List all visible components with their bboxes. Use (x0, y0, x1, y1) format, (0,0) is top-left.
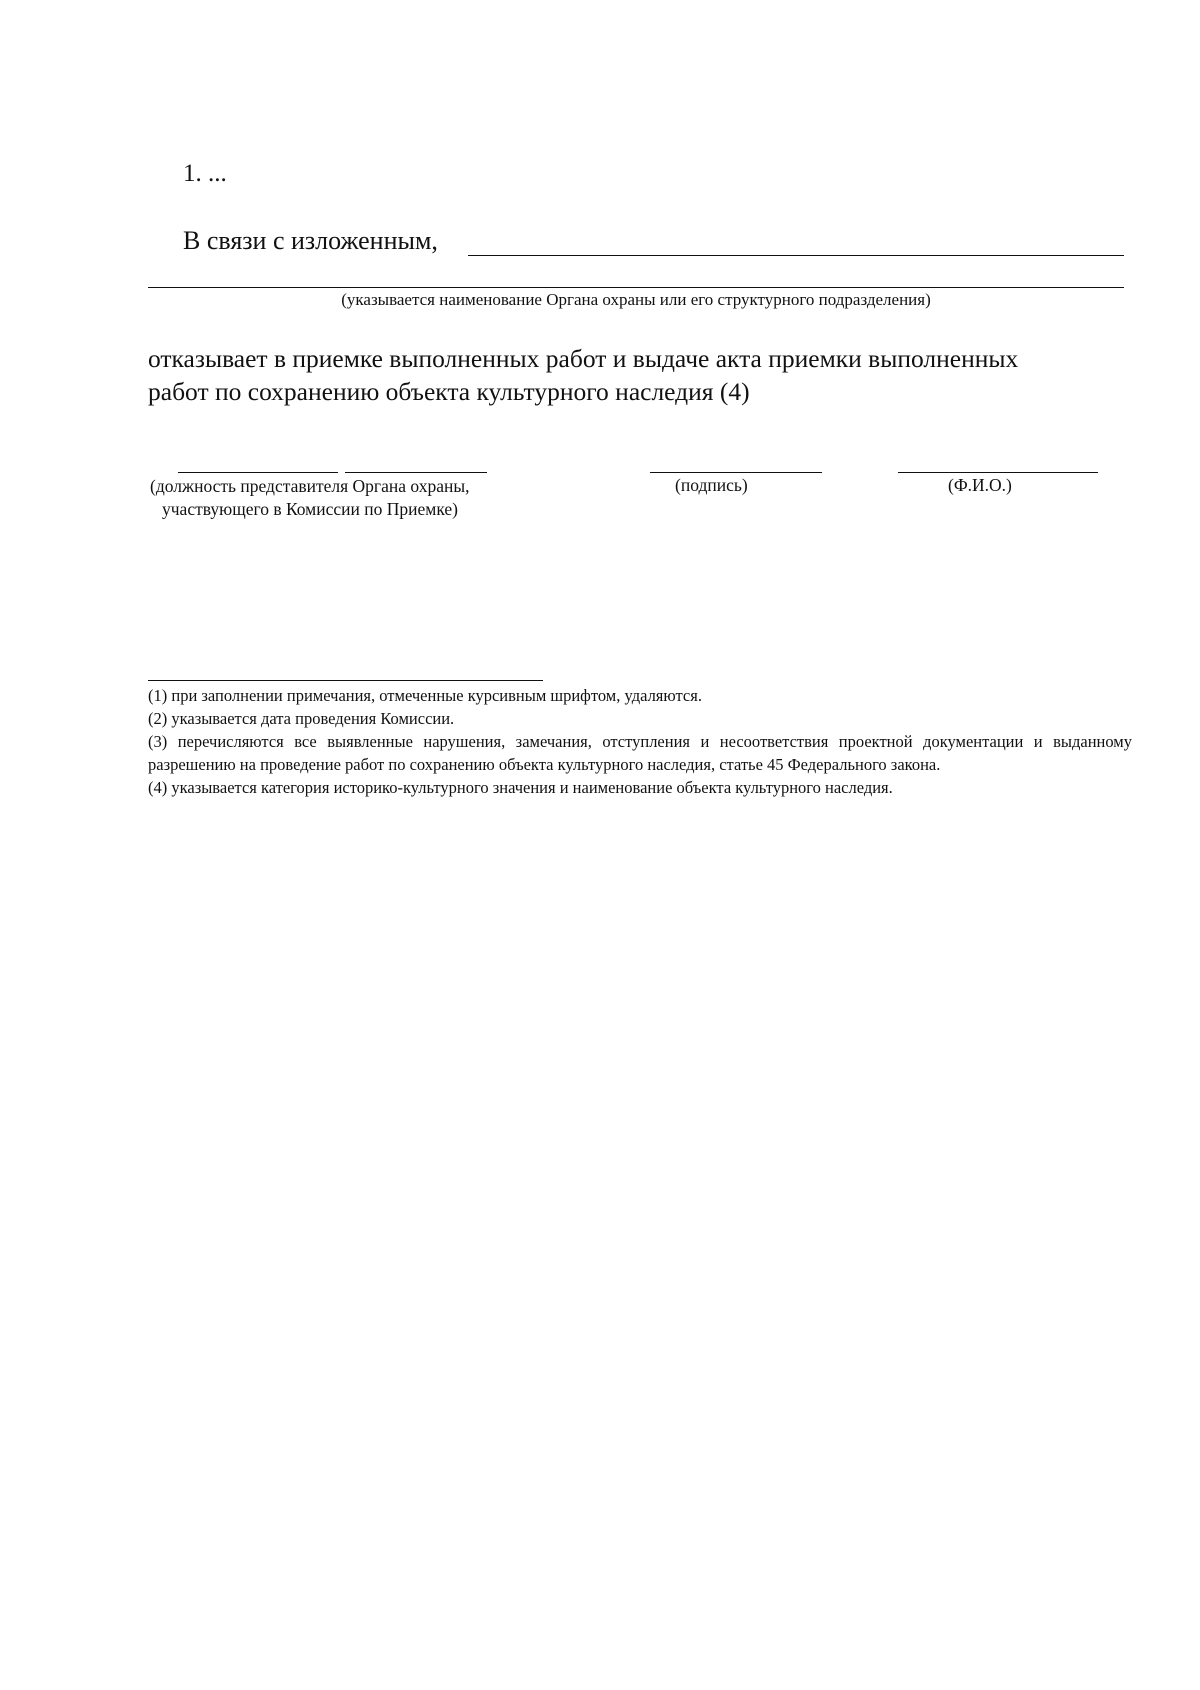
refusal-statement (148, 342, 1124, 408)
fio-caption: (Ф.И.О.) (948, 475, 1012, 495)
footnote-4: (4) указывается категория историко-культурного значения и наименование объекта культурного наследия. (148, 778, 893, 797)
signature-fill-line (650, 472, 822, 473)
authority-caption: (указывается наименование Органа охраны или его структурного подразделения) (341, 290, 931, 309)
authority-fill-line-2 (148, 287, 1124, 288)
footnote-2: (2) указывается дата проведения Комиссии. (148, 709, 455, 728)
signature-caption: (подпись) (675, 475, 748, 495)
footnote-3: (3) перечисляются все выявленные нарушения, замечания, отступления и несоответствия проектной документации и выданному разрешению на проведение работ по сохранению объекта культурного наследия, статье 45 Федерального закона. (148, 732, 1132, 774)
position-caption (150, 475, 469, 521)
refusal-statement-line-2: работ по сохранению объекта культурного наследия (4) (148, 377, 750, 406)
authority-fill-line-1 (468, 255, 1124, 256)
list-item-number: 1. ... (183, 160, 227, 187)
footnote-1: (1) при заполнении примечания, отмеченные курсивным шрифтом, удаляются. (148, 686, 702, 705)
position-caption-line-2: участвующего в Комиссии по Приемке) (162, 499, 459, 519)
fio-fill-line (898, 472, 1098, 473)
position-fill-line-1 (178, 472, 338, 473)
position-fill-line-2 (345, 472, 487, 473)
position-caption-line-1: (должность представителя Органа охраны, (150, 476, 470, 496)
footnotes (148, 684, 1132, 799)
intro-text: В связи с изложенным, (183, 226, 438, 255)
refusal-statement-line-1: отказывает в приемке выполненных работ и выдаче акта приемки выполненных (148, 344, 1019, 373)
footnote-separator (148, 680, 543, 681)
